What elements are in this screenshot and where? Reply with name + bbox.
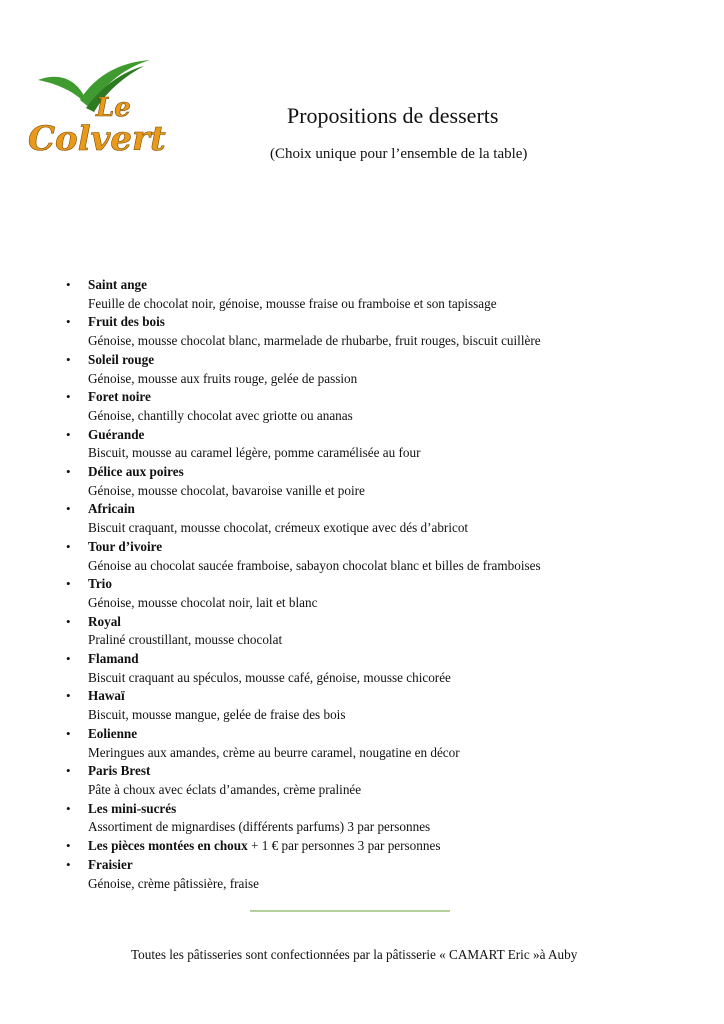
dessert-description: Génoise, mousse aux fruits rouge, gelée de passion (88, 370, 358, 386)
dessert-item (66, 687, 686, 724)
dessert-description: Génoise, mousse chocolat blanc, marmelade de rhubarbe, fruit rouges, biscuit cuillère (88, 333, 541, 349)
dessert-item (66, 575, 686, 612)
dessert-item (66, 613, 686, 650)
dessert-name: Foret noire (88, 389, 151, 405)
dessert-item (66, 800, 686, 837)
dessert-name: Les pièces montées en choux (88, 838, 248, 854)
dessert-description: Praliné croustillant, mousse chocolat (88, 632, 283, 648)
dessert-name: Saint ange (88, 277, 147, 292)
dessert-description: Assortiment de mignardises (différents parfums) 3 par personnes (88, 819, 431, 835)
dessert-item (66, 463, 686, 500)
dessert-extra: + 1 € par personnes 3 par personnes (247, 838, 441, 854)
dessert-item (66, 837, 686, 856)
dessert-description: Feuille de chocolat noir, génoise, mousse fraise ou framboise et son tapissage (88, 295, 497, 311)
dessert-item (66, 762, 686, 799)
dessert-name: Soleil rouge (88, 351, 155, 367)
dessert-description: Meringues aux amandes, crème au beurre caramel, nougatine en décor (88, 744, 460, 760)
dessert-name: Eolienne (88, 725, 138, 741)
dessert-item (66, 856, 686, 893)
dessert-description: Biscuit, mousse au caramel légère, pomme caramélisée au four (88, 445, 421, 461)
dessert-item (66, 351, 686, 388)
dessert-item (66, 500, 686, 537)
dessert-name: Guérande (88, 426, 145, 442)
dessert-description: Génoise, mousse chocolat, bavaroise vanille et poire (88, 482, 365, 498)
dessert-name: Paris Brest (88, 763, 151, 779)
page-subtitle: (Choix unique pour l’ensemble de la table) (270, 146, 528, 162)
dessert-description: Génoise, mousse chocolat noir, lait et blanc (88, 594, 318, 610)
dessert-name: Fruit des bois (88, 314, 165, 330)
dessert-description: Biscuit craquant, mousse chocolat, crémeux exotique avec dés d’abricot (88, 520, 469, 536)
dessert-item (66, 388, 686, 425)
footer-note: Toutes les pâtisseries sont confectionnées par la pâtisserie « CAMART Eric »à Auby (131, 947, 578, 962)
colvert-logo (18, 58, 218, 158)
dessert-description: Génoise, chantilly chocolat avec griotte ou ananas (88, 407, 353, 423)
dessert-description: Génoise au chocolat saucée framboise, sabayon chocolat blanc et billes de framboises (88, 557, 541, 573)
dessert-name: Fraisier (88, 856, 133, 872)
dessert-item (66, 650, 686, 687)
dessert-item (66, 276, 686, 313)
dessert-name: Les mini-sucrés (88, 800, 177, 816)
leaf-logo-icon (18, 58, 218, 158)
dessert-name: Trio (88, 576, 112, 592)
dessert-description: Biscuit, mousse mangue, gelée de fraise des bois (88, 707, 346, 723)
dessert-item (66, 725, 686, 762)
dessert-description: Pâte à choux avec éclats d’amandes, crème pralinée (88, 781, 362, 797)
dessert-description: Biscuit craquant au spéculos, mousse café, génoise, mousse chicorée (88, 669, 451, 685)
dessert-name: Hawaï (88, 688, 125, 704)
dessert-name: Tour d’ivoire (88, 538, 163, 554)
divider (250, 910, 450, 912)
dessert-name: Délice aux poires (88, 464, 184, 480)
page-title: Propositions de desserts (287, 103, 499, 128)
dessert-item (66, 538, 686, 575)
logo-text-line1: Le (96, 93, 131, 123)
dessert-name: Royal (88, 613, 121, 629)
dessert-name: Flamand (88, 651, 139, 667)
dessert-item (66, 426, 686, 463)
logo-text-line2: Colvert (28, 119, 166, 158)
dessert-list (66, 276, 686, 893)
dessert-item (66, 313, 686, 350)
dessert-description: Génoise, crème pâtissière, fraise (88, 875, 259, 891)
dessert-name: Africain (88, 501, 135, 517)
